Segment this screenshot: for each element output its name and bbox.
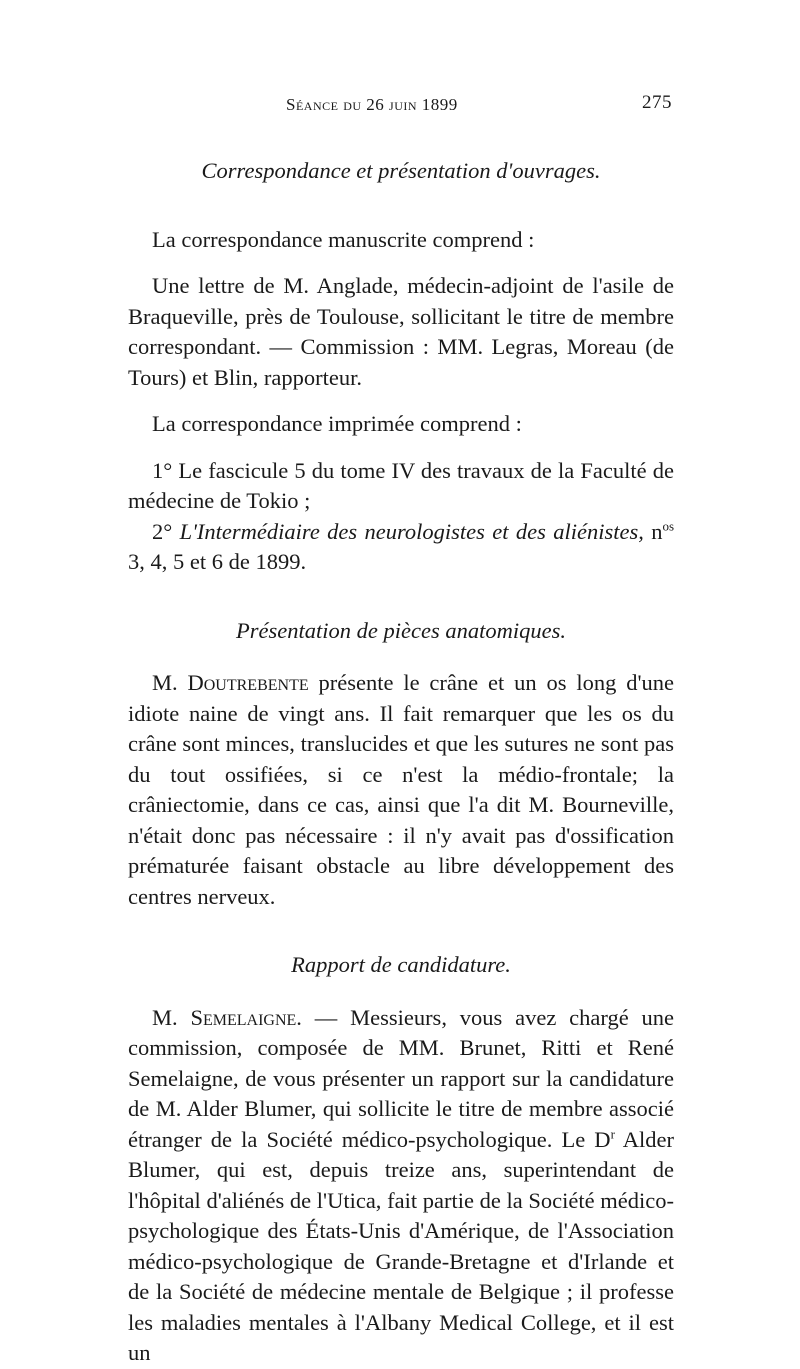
section-heading-pieces: Présentation de pièces anatomiques. <box>236 617 566 643</box>
paragraph: La correspondance imprimée comprend : <box>152 411 522 436</box>
list-item <box>128 517 674 578</box>
page-number: 275 <box>642 92 672 113</box>
speaker-name: Doutrebente <box>187 670 309 695</box>
section-heading-correspondance: Correspondance et présentation d'ouvrages. <box>201 158 601 183</box>
superscript: os <box>662 518 675 533</box>
text-span: . — Messieurs, vous avez chargé une commission, composée de MM. Brunet, Ritti et René Semelaigne, de vous présenter un rapport sur la candidature de M. Alder Blumer, qui sollicite le titre de membre associé étranger de la Société médico-psychologique. Le D <box>128 1004 674 1152</box>
book-page <box>128 86 674 1369</box>
section-heading-candidature: Rapport de candidature. <box>291 952 511 977</box>
paragraph: La correspondance manuscrite comprend : <box>152 226 535 252</box>
list-item-text: n <box>643 518 663 544</box>
text-span: Alder Blumer, qui est, depuis treize ans, superintendant de l'hôpital d'aliénés de l'Utica, fait partie de la Société médico-psychologique des États-Unis d'Amérique, de l'Association médico-psychologique de Grande-Bretagne et d'Irlande et de la Société de médecine mentale de Belgique ; il professe les maladies mentales à l'Albany Medical College, et il est un <box>128 1126 674 1365</box>
paragraph <box>128 668 674 912</box>
text-span: présente le crâne et un os long d'une idiote naine de vingt ans. Il fait remarquer que les os du crâne sont minces, translucides et que les sutures ne sont pas du tout ossifiées, si ce n'est la médio-frontale; la crâniectomie, dans ce cas, ainsi que l'a dit M. Bourneville, n'était donc pas nécessaire : il n'y avait pas d'ossification prématurée faisant obstacle au libre développement des centres nerveux. <box>128 670 674 909</box>
paragraph: Une lettre de M. Anglade, médecin-adjoint de l'asile de Braqueville, près de Toulouse, sollicitant le titre de membre correspondant. — Commission : MM. Legras, Moreau (de Tours) et Blin, rapporteur. <box>128 273 674 390</box>
running-title: Séance du 26 juin 1899 <box>286 95 458 114</box>
superscript: r <box>610 1126 615 1141</box>
list-item-text: 3, 4, 5 et 6 de 1899. <box>128 549 307 574</box>
list-item: 1° Le fascicule 5 du tome IV des travaux de la Faculté de médecine de Tokio ; <box>128 457 674 513</box>
text-span: M. <box>152 1004 191 1030</box>
speaker-name: Semelaigne <box>190 1004 297 1030</box>
paragraph <box>128 1003 674 1369</box>
text-span: M. <box>152 670 188 695</box>
list-item-number: 2° <box>152 518 180 544</box>
running-head <box>128 86 674 116</box>
journal-title: L'Intermédiaire des neurologistes et des aliénistes, <box>179 518 644 544</box>
